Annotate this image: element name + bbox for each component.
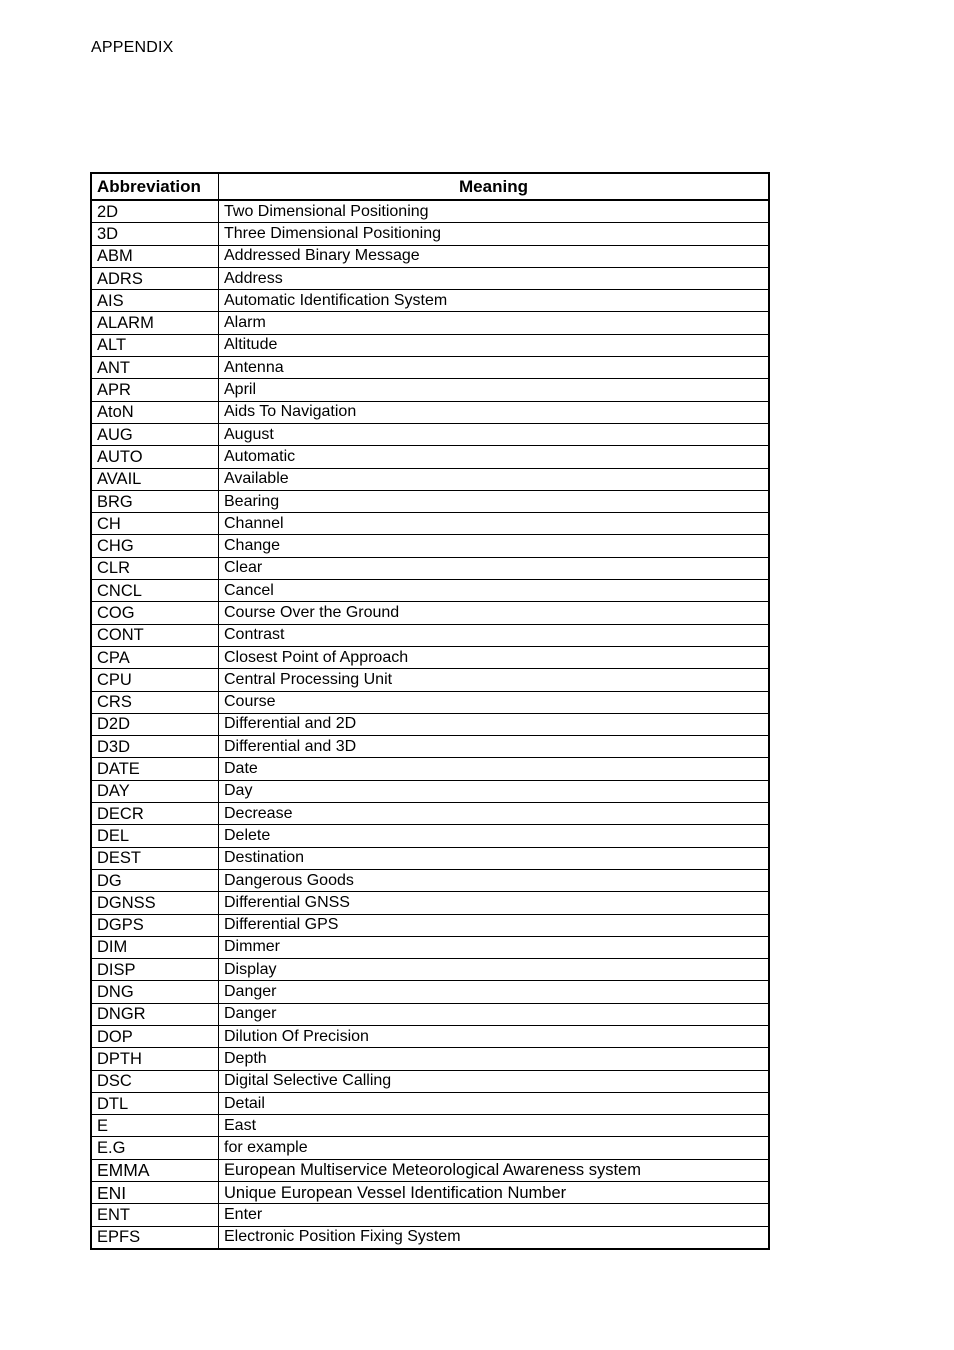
table-row: [91, 468, 769, 490]
abbreviation-cell: DISP: [91, 959, 219, 981]
table-row: [91, 1070, 769, 1092]
abbreviation-cell: E: [91, 1115, 219, 1137]
meaning-cell: Automatic: [219, 446, 770, 468]
abbreviation-cell: E.G: [91, 1137, 219, 1159]
table-row: [91, 334, 769, 356]
meaning-cell: Antenna: [219, 357, 770, 379]
abbreviation-cell: 3D: [91, 223, 219, 245]
meaning-cell: East: [219, 1115, 770, 1137]
abbreviation-cell: DAY: [91, 780, 219, 802]
table-row: [91, 513, 769, 535]
abbreviation-cell: ENI: [91, 1182, 219, 1204]
abbreviation-cell: DECR: [91, 803, 219, 825]
abbreviation-cell: DPTH: [91, 1048, 219, 1070]
column-header-meaning: Meaning: [219, 173, 770, 200]
meaning-cell: Depth: [219, 1048, 770, 1070]
meaning-cell: Addressed Binary Message: [219, 245, 770, 267]
meaning-cell: for example: [219, 1137, 770, 1159]
meaning-cell: Display: [219, 959, 770, 981]
meaning-cell: Aids To Navigation: [219, 401, 770, 423]
abbreviation-cell: DSC: [91, 1070, 219, 1092]
abbreviation-cell: COG: [91, 602, 219, 624]
abbreviation-table: [90, 172, 770, 1250]
meaning-cell: April: [219, 379, 770, 401]
abbreviation-cell: DEL: [91, 825, 219, 847]
meaning-cell: Change: [219, 535, 770, 557]
meaning-cell: Differential and 3D: [219, 736, 770, 758]
table-row: [91, 869, 769, 891]
abbreviation-cell: D2D: [91, 713, 219, 735]
meaning-cell: European Multiservice Meteorological Awareness system: [219, 1159, 770, 1181]
meaning-cell: Course Over the Ground: [219, 602, 770, 624]
abbreviation-cell: CLR: [91, 557, 219, 579]
meaning-cell: Three Dimensional Positioning: [219, 223, 770, 245]
table-row: [91, 959, 769, 981]
meaning-cell: August: [219, 423, 770, 445]
table-row: [91, 803, 769, 825]
meaning-cell: Dangerous Goods: [219, 869, 770, 891]
meaning-cell: Danger: [219, 1003, 770, 1025]
table-row: [91, 914, 769, 936]
table-row: [91, 1003, 769, 1025]
meaning-cell: Automatic Identification System: [219, 290, 770, 312]
abbreviation-cell: CHG: [91, 535, 219, 557]
table-row: [91, 736, 769, 758]
table-row: [91, 825, 769, 847]
abbreviation-cell: CONT: [91, 624, 219, 646]
meaning-cell: Delete: [219, 825, 770, 847]
meaning-cell: Differential GPS: [219, 914, 770, 936]
abbreviation-cell: DG: [91, 869, 219, 891]
abbreviation-cell: ALARM: [91, 312, 219, 334]
abbreviation-cell: APR: [91, 379, 219, 401]
meaning-cell: Clear: [219, 557, 770, 579]
abbreviation-cell: AUG: [91, 423, 219, 445]
abbreviation-cell: 2D: [91, 200, 219, 223]
table-row: [91, 312, 769, 334]
meaning-cell: Destination: [219, 847, 770, 869]
abbreviation-cell: CPU: [91, 669, 219, 691]
table-body: [91, 200, 769, 1249]
table-row: [91, 357, 769, 379]
abbreviation-cell: AIS: [91, 290, 219, 312]
abbreviation-cell: DOP: [91, 1025, 219, 1047]
table-row: [91, 936, 769, 958]
table-row: [91, 1048, 769, 1070]
table-row: [91, 200, 769, 223]
meaning-cell: Dilution Of Precision: [219, 1025, 770, 1047]
table-row: [91, 490, 769, 512]
abbreviation-cell: AUTO: [91, 446, 219, 468]
abbreviation-cell: DGPS: [91, 914, 219, 936]
meaning-cell: Unique European Vessel Identification Number: [219, 1182, 770, 1204]
meaning-cell: Day: [219, 780, 770, 802]
table-row: [91, 1226, 769, 1249]
page-header: APPENDIX: [91, 39, 174, 56]
meaning-cell: Digital Selective Calling: [219, 1070, 770, 1092]
table-row: [91, 557, 769, 579]
table-header-row: [91, 173, 769, 200]
table-row: [91, 669, 769, 691]
meaning-cell: Electronic Position Fixing System: [219, 1226, 770, 1249]
meaning-cell: Cancel: [219, 580, 770, 602]
abbreviation-cell: DIM: [91, 936, 219, 958]
abbreviation-cell: BRG: [91, 490, 219, 512]
meaning-cell: Channel: [219, 513, 770, 535]
meaning-cell: Enter: [219, 1204, 770, 1226]
table-row: [91, 691, 769, 713]
column-header-abbreviation: Abbreviation: [91, 173, 219, 200]
abbreviation-cell: DTL: [91, 1092, 219, 1114]
table-row: [91, 758, 769, 780]
abbreviation-cell: ENT: [91, 1204, 219, 1226]
meaning-cell: Differential and 2D: [219, 713, 770, 735]
abbreviation-cell: AtoN: [91, 401, 219, 423]
meaning-cell: Contrast: [219, 624, 770, 646]
abbreviation-cell: DNGR: [91, 1003, 219, 1025]
table-row: [91, 981, 769, 1003]
meaning-cell: Date: [219, 758, 770, 780]
table-row: [91, 624, 769, 646]
table-row: [91, 847, 769, 869]
table-row: [91, 423, 769, 445]
table-row: [91, 646, 769, 668]
abbreviation-cell: ALT: [91, 334, 219, 356]
table-row: [91, 1092, 769, 1114]
abbreviation-cell: EPFS: [91, 1226, 219, 1249]
meaning-cell: Address: [219, 267, 770, 289]
abbreviation-cell: CNCL: [91, 580, 219, 602]
table-row: [91, 223, 769, 245]
table-row: [91, 1137, 769, 1159]
meaning-cell: Danger: [219, 981, 770, 1003]
abbreviation-cell: EMMA: [91, 1159, 219, 1181]
table-row: [91, 267, 769, 289]
abbreviation-cell: DEST: [91, 847, 219, 869]
table-row: [91, 245, 769, 267]
table-row: [91, 290, 769, 312]
meaning-cell: Closest Point of Approach: [219, 646, 770, 668]
abbreviation-cell: CPA: [91, 646, 219, 668]
meaning-cell: Differential GNSS: [219, 892, 770, 914]
table-row: [91, 580, 769, 602]
table-row: [91, 780, 769, 802]
meaning-cell: Decrease: [219, 803, 770, 825]
meaning-cell: Altitude: [219, 334, 770, 356]
abbreviation-cell: CH: [91, 513, 219, 535]
table-row: [91, 379, 769, 401]
meaning-cell: Central Processing Unit: [219, 669, 770, 691]
meaning-cell: Detail: [219, 1092, 770, 1114]
table-row: [91, 535, 769, 557]
table-row: [91, 446, 769, 468]
abbreviation-cell: DATE: [91, 758, 219, 780]
abbreviation-cell: DGNSS: [91, 892, 219, 914]
meaning-cell: Dimmer: [219, 936, 770, 958]
abbreviation-cell: ANT: [91, 357, 219, 379]
meaning-cell: Course: [219, 691, 770, 713]
abbreviation-cell: AVAIL: [91, 468, 219, 490]
table-row: [91, 892, 769, 914]
meaning-cell: Two Dimensional Positioning: [219, 200, 770, 223]
table-row: [91, 602, 769, 624]
table-row: [91, 1025, 769, 1047]
abbreviation-cell: D3D: [91, 736, 219, 758]
abbreviation-cell: ADRS: [91, 267, 219, 289]
meaning-cell: Alarm: [219, 312, 770, 334]
table-row: [91, 1182, 769, 1204]
meaning-cell: Available: [219, 468, 770, 490]
abbreviation-cell: DNG: [91, 981, 219, 1003]
table-row: [91, 1115, 769, 1137]
table-row: [91, 713, 769, 735]
table-row: [91, 1204, 769, 1226]
meaning-cell: Bearing: [219, 490, 770, 512]
abbreviation-cell: CRS: [91, 691, 219, 713]
table-row: [91, 1159, 769, 1181]
table-row: [91, 401, 769, 423]
abbreviation-cell: ABM: [91, 245, 219, 267]
